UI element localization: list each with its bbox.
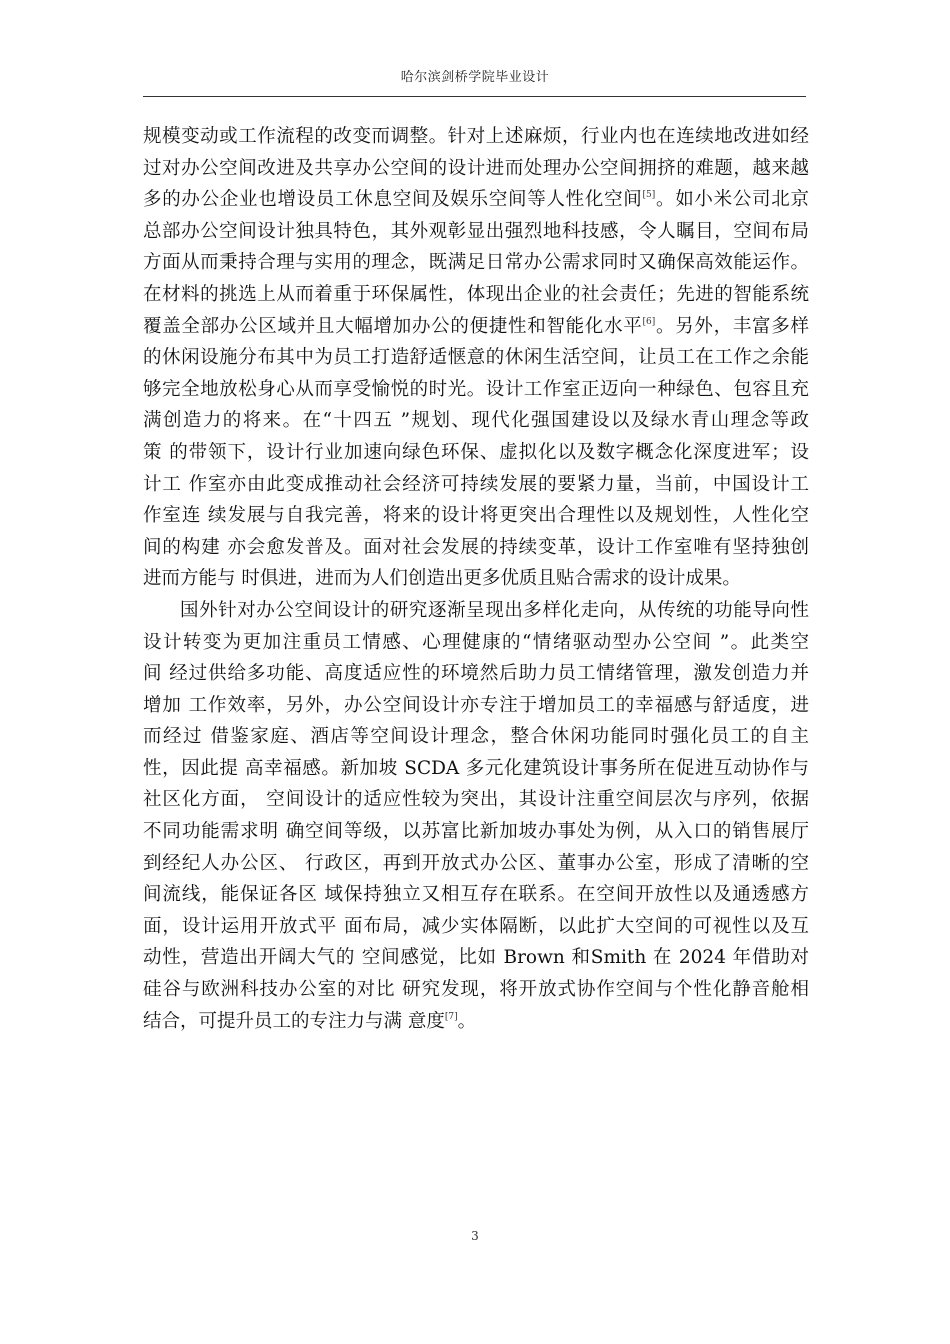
line-text: 过对办公空间改进及共享办公空间的设计进而处理办公空间拥挤的难题，越来越 [143,157,809,179]
text-line [143,627,809,659]
paragraph [143,595,809,1037]
citation-marker[interactable]: [6] [642,316,656,327]
text-line [143,405,809,437]
text-line [143,216,809,248]
page-number: 3 [471,1229,479,1243]
line-text: 设计转变为更加注重员工情感、心理健康的“情绪驱动型办公空间 ”。此类空 [143,631,809,653]
line-text: 动性，营造出开阔大气的 空间感觉，比如 Brown 和Smith 在 2024 年借助对 [143,947,809,969]
header-rule [143,96,806,97]
line-text: 到经纪人办公区、 行政区，再到开放式办公区、董事办公室，形成了清晰的空 [143,852,809,874]
text-line [143,1006,809,1038]
line-text: 总部办公空间设计独具特色，其外观彰显出强烈地科技感，令人瞩目，空间布局 [143,220,809,242]
text-line [143,563,809,595]
text-line [143,658,809,690]
text-line [143,595,809,627]
text-line [143,121,809,153]
text-line [143,942,809,974]
line-text: 面，设计运用开放式平 面布局，减少实体隔断，以此扩大空间的可视性以及互 [143,915,809,937]
paragraph [143,121,809,595]
line-text: 性，因此提 高幸福感。新加坡 SCDA 多元化建筑设计事务所在促进互动协作与 [143,757,809,779]
line-text-after-citation: 。如小米公司北京 [655,189,809,211]
text-line [143,374,809,406]
text-line [143,311,809,343]
line-text: 不同功能需求明 确空间等级，以苏富比新加坡办事处为例，从入口的销售展厅 [143,821,809,843]
line-text: 间流线，能保证各区 域保持独立又相互存在联系。在空间开放性以及通透感方 [143,884,809,906]
line-text: 在材料的挑选上从而着重于环保属性，体现出企业的社会责任；先进的智能系统 [143,283,809,305]
line-text-after-citation: 。 [457,1010,477,1032]
line-text: 计工 作室亦由此变成推动社会经济可持续发展的要紧力量，当前，中国设计工 [143,473,809,495]
text-line [143,848,809,880]
line-text: 满创造力的将来。在“十四五 ”规划、现代化强国建设以及绿水青山理念等政 [143,410,809,432]
line-text: 作室连 续发展与自我完善，将来的设计将更突出合理性以及规划性，人性化空 [143,505,809,527]
line-text-after-citation: 。另外，丰富多样 [655,315,809,337]
line-text: 多的办公企业也增设员工休息空间及娱乐空间等人性化空间 [143,189,643,211]
page-header: 哈尔滨剑桥学院毕业设计 [400,70,550,85]
text-line [143,721,809,753]
citation-marker[interactable]: [7] [444,1011,458,1022]
line-text: 的休闲设施分布其中为员工打造舒适惬意的休闲生活空间，让员工在工作之余能 [143,347,809,369]
text-line [143,469,809,501]
text-line [143,500,809,532]
text-line [143,184,809,216]
line-text: 增加 工作效率，另外，办公空间设计亦专注于增加员工的幸福感与舒适度，进 [143,694,809,716]
text-line [143,153,809,185]
text-line [143,279,809,311]
text-line [143,437,809,469]
text-line [143,816,809,848]
line-text: 够完全地放松身心从而享受愉悦的时光。设计工作室正迈向一种绿色、包容且充 [143,378,809,400]
line-text: 国外针对办公空间设计的研究逐渐呈现出多样化走向，从传统的功能导向性 [180,599,809,621]
citation-marker[interactable]: [5] [642,190,656,201]
line-text: 进而方能与 时俱进，进而为人们创造出更多优质且贴合需求的设计成果。 [143,568,741,590]
text-line [143,753,809,785]
line-text: 间的构建 亦会愈发普及。面对社会发展的持续变革，设计工作室唯有坚持独创 [143,536,809,558]
line-text: 硅谷与欧洲科技办公室的对比 研究发现，将开放式协作空间与个性化静音舱相 [143,979,809,1001]
text-line [143,879,809,911]
line-text: 策 的带领下，设计行业加速向绿色环保、虚拟化以及数字概念化深度进军；设 [143,441,809,463]
text-line [143,247,809,279]
text-line [143,342,809,374]
line-text: 结合，可提升员工的专注力与满 意度 [143,1010,445,1032]
line-text: 方面从而秉持合理与实用的理念，既满足日常办公需求同时又确保高效能运作。 [143,252,809,274]
line-text: 间 经过供给多功能、高度适应性的环境然后助力员工情绪管理，激发创造力并 [143,663,809,685]
text-line [143,974,809,1006]
line-text: 规模变动或工作流程的改变而调整。针对上述麻烦，行业内也在连续地改进如经 [143,126,809,147]
text-line [143,690,809,722]
line-text: 覆盖全部办公区域并且大幅增加办公的便捷性和智能化水平 [143,315,643,337]
text-line [143,911,809,943]
line-text: 而经过 借鉴家庭、酒店等空间设计理念，整合休闲功能同时强化员工的自主 [143,726,809,748]
body-text [143,121,809,1037]
text-line [143,532,809,564]
text-line [143,784,809,816]
line-text: 社区化方面， 空间设计的适应性较为突出，其设计注重空间层次与序列，依据 [143,789,809,811]
